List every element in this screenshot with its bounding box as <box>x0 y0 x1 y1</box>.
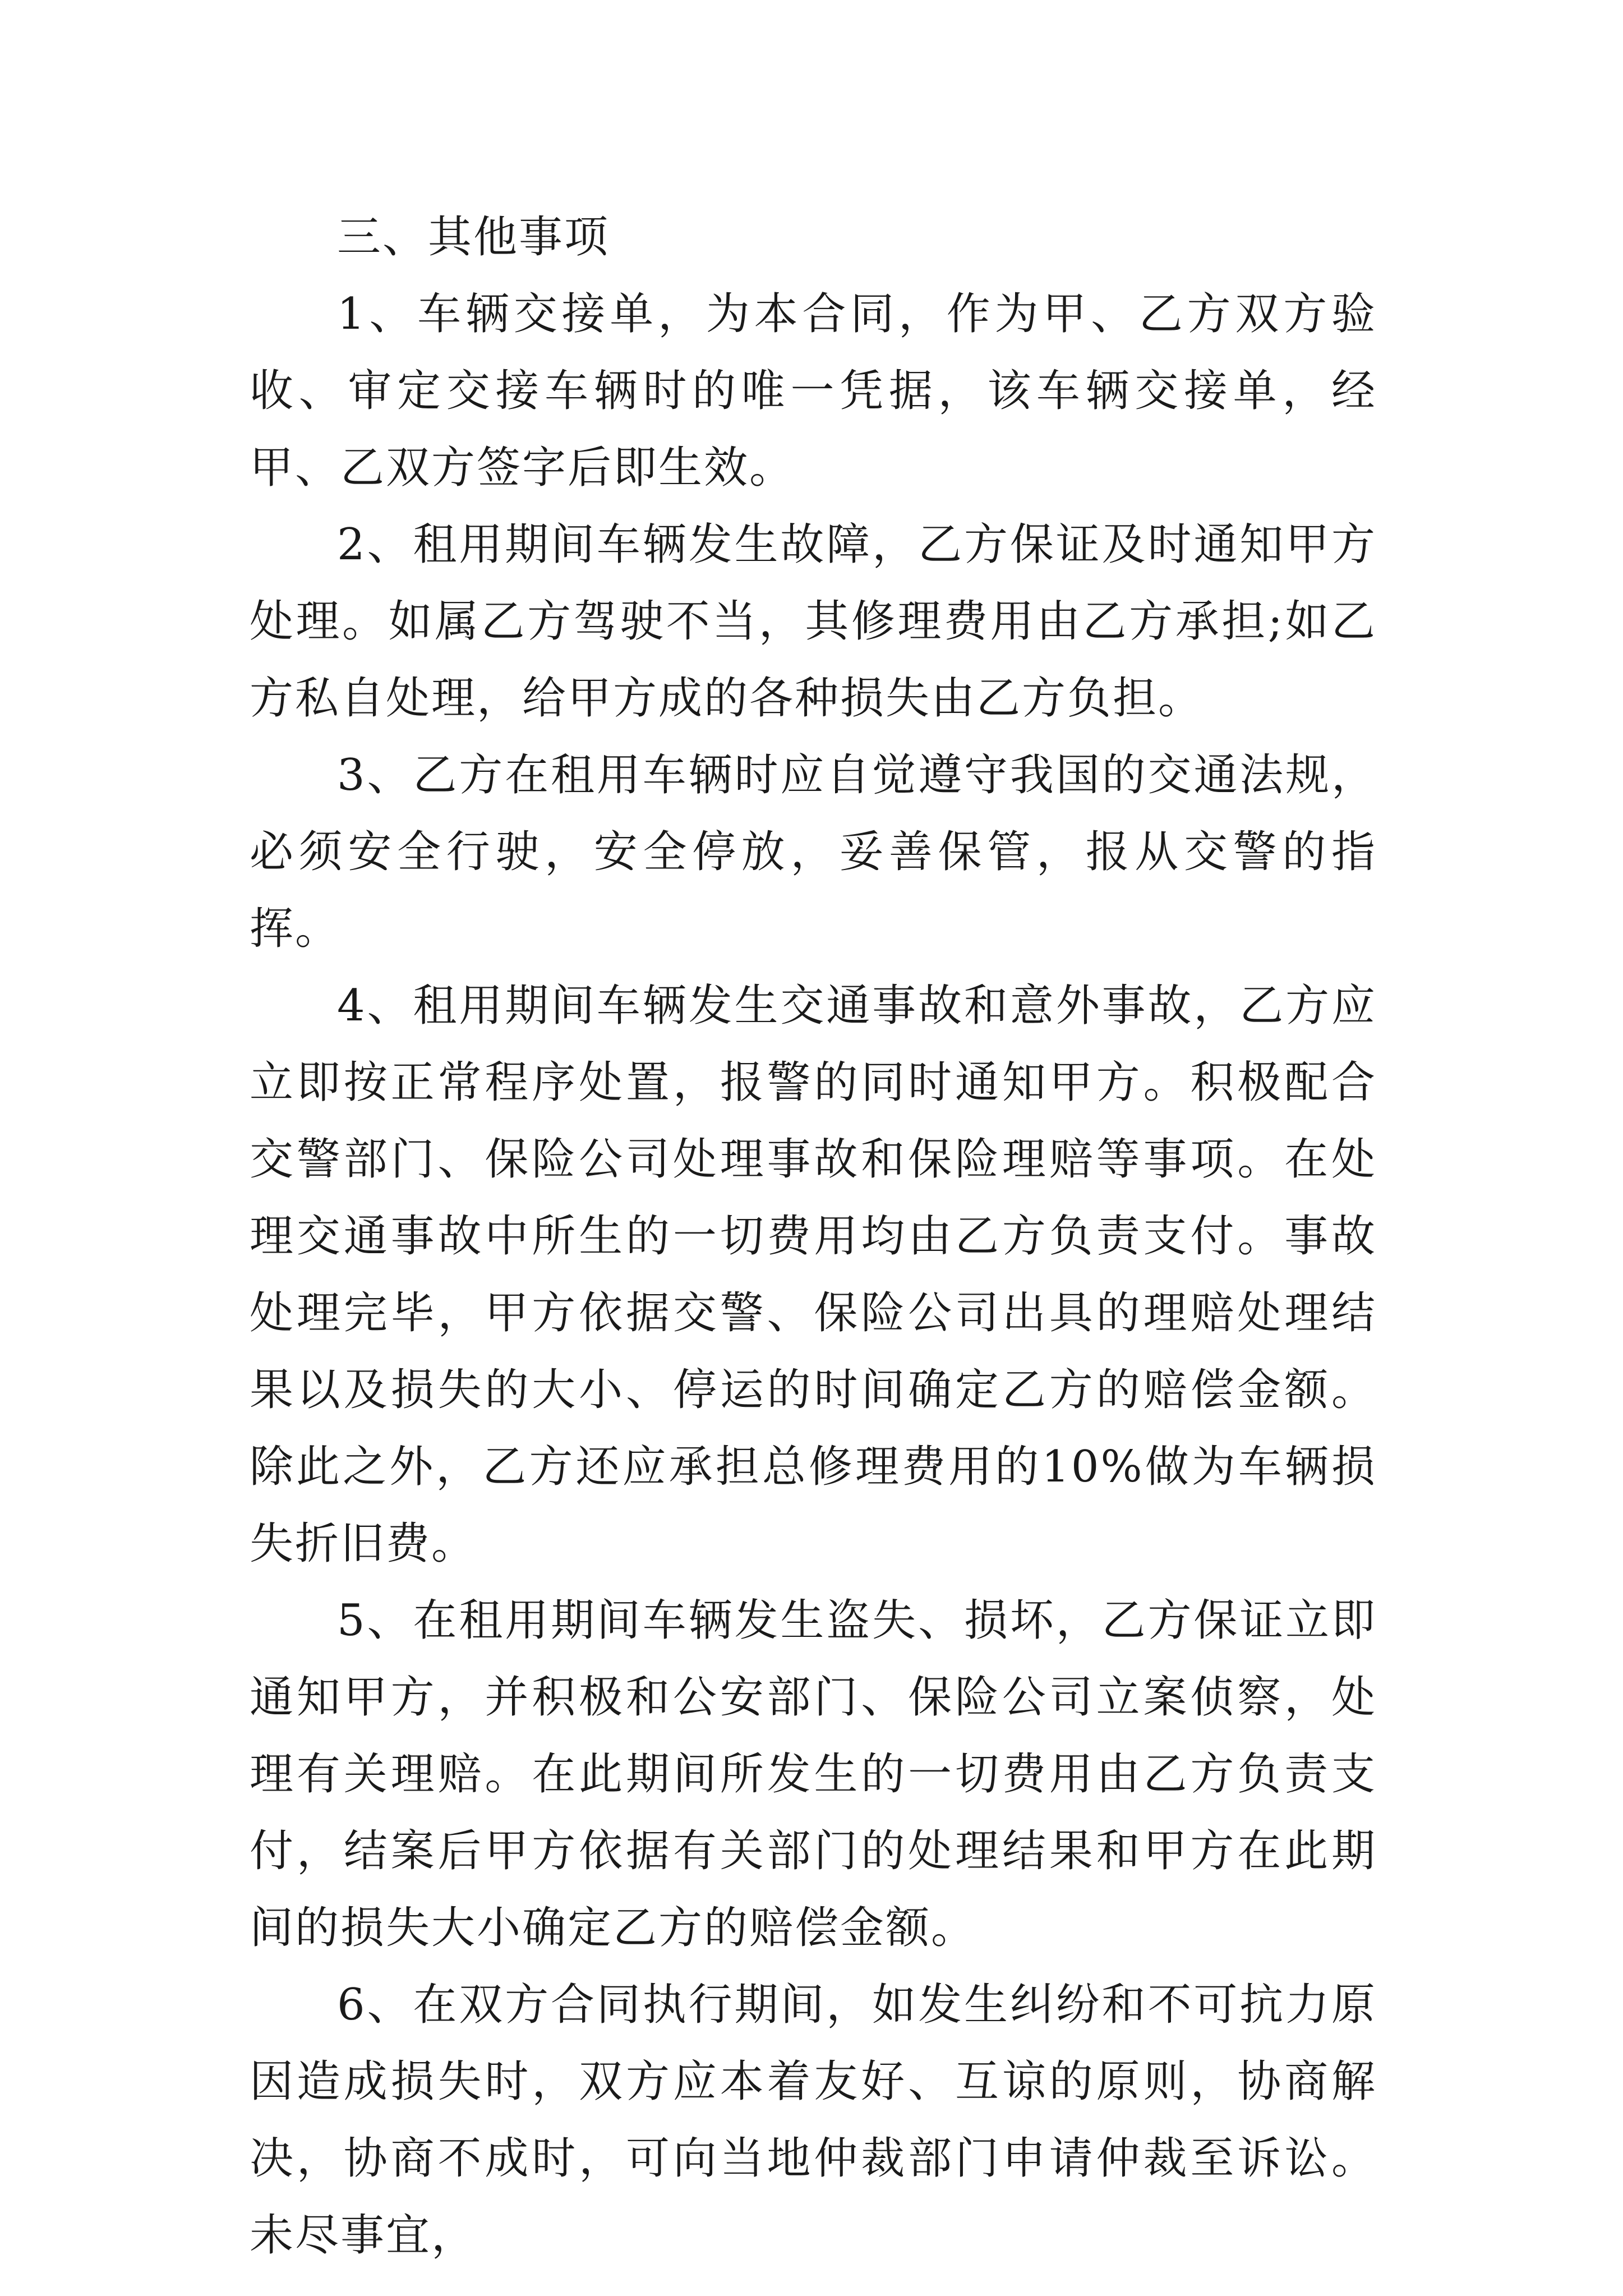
section-heading: 三、其他事项 <box>337 212 610 263</box>
paragraph-4-traffic-accident: 4、租用期间车辆发生交通事故和意外事故，乙方应立即按正常程序处置，报警的同时通知甲方。积极配合交警部门、保险公司处理事故和保险理赔等事项。在处理交通事故中所生的一切费用均由乙方负责支付。事故处理完毕，甲方依据交警、保险公司出具的理赔处理结果以及损失的大小、停运的时间确定乙方的赔偿金额。除此之外，乙方还应承担总修理费用的10%做为车辆损失折旧费。 <box>250 981 1377 1569</box>
paragraph-3-traffic-rules: 3、乙方在租用车辆时应自觉遵守我国的交通法规，必须安全行驶，安全停放，妥善保管，报从交警的指挥。 <box>250 750 1377 954</box>
paragraph-6-disputes: 6、在双方合同执行期间，如发生纠纷和不可抗力原因造成损失时，双方应本着友好、互谅的原则，协商解决，协商不成时，可向当地仲裁部门申请仲裁至诉讼。未尽事宜， <box>250 1980 1377 2261</box>
paragraph-5-theft-damage: 5、在租用期间车辆发生盗失、损坏，乙方保证立即通知甲方，并积极和公安部门、保险公司立案侦察，处理有关理赔。在此期间所发生的一切费用由乙方负责支付，结案后甲方依据有关部门的处理结果和甲方在此期间的损失大小确定乙方的赔偿金额。 <box>250 1595 1377 1953</box>
document-body <box>250 199 1377 2274</box>
paragraph-1-vehicle-handover: 1、车辆交接单，为本合同，作为甲、乙方双方验收、审定交接车辆时的唯一凭据，该车辆交接单，经甲、乙双方签字后即生效。 <box>250 289 1377 493</box>
paragraph-2-vehicle-breakdown: 2、租用期间车辆发生故障，乙方保证及时通知甲方处理。如属乙方驾驶不当，其修理费用由乙方承担;如乙方私自处理，给甲方成的各种损失由乙方负担。 <box>250 519 1377 724</box>
